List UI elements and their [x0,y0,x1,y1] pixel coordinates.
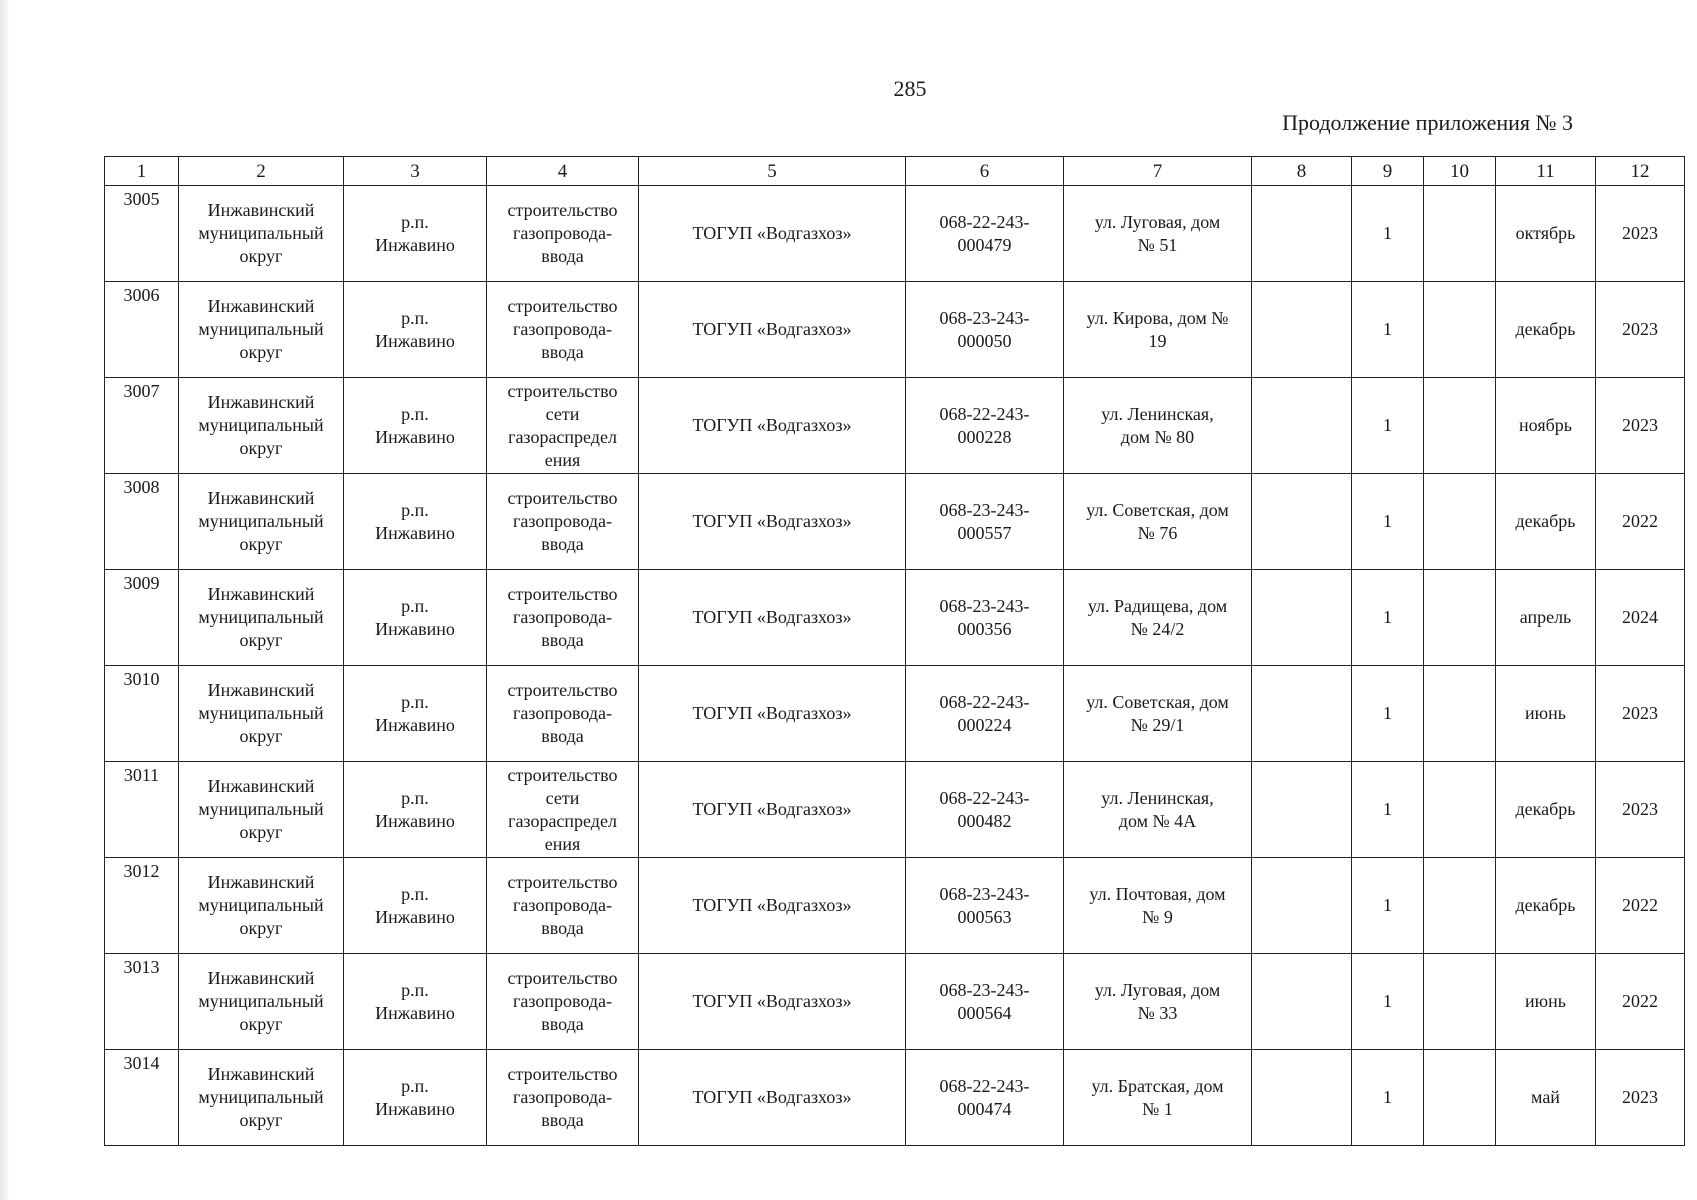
year-cell: 2023 [1596,282,1685,378]
column-header: 12 [1596,157,1685,186]
address-cell [1064,186,1252,282]
work-type-cell [487,474,639,570]
month-cell: декабрь [1496,282,1596,378]
quantity-cell: 1 [1352,858,1424,954]
cell-line: Инжавинский [207,296,315,316]
cell-line: р.п. [401,403,429,424]
work-type-cell [487,666,639,762]
column-header: 4 [487,157,639,186]
table-row [105,378,1685,474]
object-code-cell [906,762,1064,858]
month-cell: декабрь [1496,762,1596,858]
organization-cell: ТОГУП «Водгазхоз» [639,474,906,570]
cell-line: муниципальный [198,1087,324,1107]
cell-line: ввода [541,1110,584,1130]
cell-line: газопровода- [512,1087,612,1107]
address-cell [1064,474,1252,570]
cell-line: 19 [1148,330,1167,351]
column-header: 3 [344,157,487,186]
cell-line: газопровода- [512,991,612,1011]
table-row [105,570,1685,666]
work-type-cell [487,186,639,282]
cell-line: № 1 [1142,1098,1173,1119]
cell-line: 000482 [957,810,1012,831]
cell-line: р.п. [401,979,429,1000]
work-type-cell [487,762,639,858]
settlement-cell [344,570,487,666]
table-row [105,762,1685,858]
cell-line: 000557 [957,522,1012,543]
object-code-cell [906,378,1064,474]
cell-line: Инжавинский [207,200,315,220]
cell-line: 000563 [957,906,1012,927]
year-cell: 2022 [1596,858,1685,954]
cell-line: газопровода- [512,703,612,723]
cell-line: 068-23-243- [939,883,1030,904]
cell-line: строительство [507,200,618,220]
cell-line: округ [239,534,283,554]
column-10-cell [1424,570,1496,666]
quantity-cell: 1 [1352,570,1424,666]
organization-cell: ТОГУП «Водгазхоз» [639,1050,906,1146]
cell-line: округ [239,246,283,266]
cell-line: ул. Радищева, дом [1087,595,1228,616]
cell-line: муниципальный [198,607,324,627]
row-number-cell: 3012 [105,858,179,954]
cell-line: 000564 [957,1002,1012,1023]
district-cell [179,858,344,954]
row-number-cell: 3006 [105,282,179,378]
address-cell [1064,666,1252,762]
cell-line: ул. Кирова, дом № [1086,307,1229,328]
column-header: 5 [639,157,906,186]
column-8-cell [1252,282,1352,378]
cell-line: Инжавинский [207,968,315,988]
cell-line: ввода [541,534,584,554]
cell-line: округ [239,726,283,746]
appendix-caption: Продолжение приложения № 3 [1282,110,1573,135]
cell-line: № 33 [1137,1002,1178,1023]
cell-line: округ [239,342,283,362]
cell-line: № 9 [1142,906,1173,927]
settlement-cell [344,954,487,1050]
object-code-cell [906,186,1064,282]
cell-line: 068-22-243- [939,787,1030,808]
organization-cell: ТОГУП «Водгазхоз» [639,378,906,474]
table-row [105,474,1685,570]
cell-line: ения [544,833,581,854]
organization-cell: ТОГУП «Водгазхоз» [639,762,906,858]
object-code-cell [906,954,1064,1050]
settlement-cell [344,762,487,858]
district-cell [179,1050,344,1146]
column-10-cell [1424,378,1496,474]
scan-edge-shadow [0,0,10,1200]
cell-line: строительство [507,1064,618,1084]
cell-line: Инжавинский [207,680,315,700]
cell-line: округ [239,630,283,650]
cell-line: сети [545,403,580,424]
column-8-cell [1252,378,1352,474]
cell-line: 068-22-243- [939,211,1030,232]
cell-line: № 24/2 [1130,618,1185,639]
district-cell [179,570,344,666]
object-code-cell [906,282,1064,378]
column-8-cell [1252,858,1352,954]
cell-line: 000474 [957,1098,1012,1119]
cell-line: ввода [541,726,584,746]
column-10-cell [1424,858,1496,954]
district-cell [179,666,344,762]
column-10-cell [1424,474,1496,570]
column-header: 8 [1252,157,1352,186]
cell-line: 068-22-243- [939,1075,1030,1096]
month-cell: октябрь [1496,186,1596,282]
year-cell: 2023 [1596,378,1685,474]
table-row [105,858,1685,954]
settlement-cell [344,666,487,762]
cell-line: № 29/1 [1130,714,1185,735]
cell-line: ул. Братская, дом [1091,1075,1224,1096]
cell-line: 068-22-243- [939,691,1030,712]
cell-line: муниципальный [198,319,324,339]
column-header: 10 [1424,157,1496,186]
object-code-cell [906,666,1064,762]
district-cell [179,474,344,570]
column-8-cell [1252,570,1352,666]
cell-line: округ [239,918,283,938]
row-number-cell: 3007 [105,378,179,474]
cell-line: Инжавино [375,1098,455,1119]
cell-line: газораспредел [508,810,617,831]
cell-line: 000356 [957,618,1012,639]
cell-line: газопровода- [512,511,612,531]
quantity-cell: 1 [1352,282,1424,378]
column-number-row [105,157,1685,186]
month-cell: декабрь [1496,474,1596,570]
cell-line: ул. Почтовая, дом [1089,883,1226,904]
cell-line: 068-23-243- [939,595,1030,616]
table-row [105,1050,1685,1146]
column-header: 9 [1352,157,1424,186]
cell-line: Инжавинский [207,584,315,604]
cell-line: строительство [507,488,618,508]
cell-line: ул. Луговая, дом [1094,979,1221,1000]
settlement-cell [344,282,487,378]
cell-line: ул. Ленинская, [1101,787,1214,808]
column-10-cell [1424,1050,1496,1146]
cell-line: 068-23-243- [939,979,1030,1000]
cell-line: Инжавинский [207,392,315,412]
cell-line: муниципальный [198,415,324,435]
cell-line: строительство [507,680,618,700]
cell-line: строительство [507,872,618,892]
quantity-cell: 1 [1352,474,1424,570]
year-cell: 2023 [1596,762,1685,858]
cell-line: сети [545,787,580,808]
month-cell: апрель [1496,570,1596,666]
column-10-cell [1424,762,1496,858]
cell-line: Инжавино [375,522,455,543]
cell-line: ввода [541,1014,584,1034]
row-number-cell: 3011 [105,762,179,858]
row-number-cell: 3014 [105,1050,179,1146]
column-10-cell [1424,666,1496,762]
object-code-cell [906,474,1064,570]
row-number-cell: 3013 [105,954,179,1050]
settlement-cell [344,474,487,570]
cell-line: округ [239,822,283,842]
cell-line: Инжавино [375,906,455,927]
cell-line: 000228 [957,426,1012,447]
address-cell [1064,570,1252,666]
settlement-cell [344,378,487,474]
cell-line: 000479 [957,234,1012,255]
row-number-cell: 3010 [105,666,179,762]
cell-line: Инжавино [375,426,455,447]
cell-line: строительство [507,968,618,988]
work-type-cell [487,282,639,378]
work-type-cell [487,954,639,1050]
object-code-cell [906,570,1064,666]
quantity-cell: 1 [1352,666,1424,762]
cell-line: 000050 [957,330,1012,351]
district-cell [179,954,344,1050]
organization-cell: ТОГУП «Водгазхоз» [639,282,906,378]
settlement-cell [344,186,487,282]
quantity-cell: 1 [1352,762,1424,858]
year-cell: 2022 [1596,474,1685,570]
cell-line: Инжавино [375,330,455,351]
cell-line: муниципальный [198,511,324,531]
quantity-cell: 1 [1352,954,1424,1050]
cell-line: газораспредел [508,426,617,447]
cell-line: ул. Советская, дом [1086,691,1229,712]
cell-line: р.п. [401,883,429,904]
cell-line: строительство [507,380,618,401]
address-cell [1064,282,1252,378]
column-header: 6 [906,157,1064,186]
column-8-cell [1252,186,1352,282]
row-number-cell: 3005 [105,186,179,282]
cell-line: 068-23-243- [939,499,1030,520]
address-cell [1064,858,1252,954]
table-row [105,954,1685,1050]
quantity-cell: 1 [1352,378,1424,474]
cell-line: Инжавино [375,618,455,639]
cell-line: р.п. [401,787,429,808]
year-cell: 2022 [1596,954,1685,1050]
column-header: 7 [1064,157,1252,186]
cell-line: р.п. [401,211,429,232]
work-type-cell [487,1050,639,1146]
column-8-cell [1252,474,1352,570]
cell-line: ввода [541,630,584,650]
cell-line: ения [544,449,581,470]
cell-line: ввода [541,342,584,362]
cell-line: Инжавинский [207,872,315,892]
month-cell: май [1496,1050,1596,1146]
cell-line: 068-22-243- [939,403,1030,424]
address-cell [1064,1050,1252,1146]
settlement-cell [344,858,487,954]
column-8-cell [1252,666,1352,762]
address-cell [1064,378,1252,474]
cell-line: р.п. [401,1075,429,1096]
column-8-cell [1252,762,1352,858]
cell-line: 068-23-243- [939,307,1030,328]
page-number: 285 [893,76,927,101]
table-row [105,666,1685,762]
year-cell: 2024 [1596,570,1685,666]
cell-line: округ [239,1014,283,1034]
cell-line: № 51 [1137,234,1178,255]
cell-line: газопровода- [512,607,612,627]
cell-line: округ [239,438,283,458]
cell-line: Инжавино [375,234,455,255]
column-10-cell [1424,954,1496,1050]
cell-line: № 76 [1137,522,1178,543]
address-cell [1064,954,1252,1050]
district-cell [179,282,344,378]
address-cell [1064,762,1252,858]
organization-cell: ТОГУП «Водгазхоз» [639,954,906,1050]
cell-line: дом № 80 [1120,426,1195,447]
cell-line: ввода [541,246,584,266]
cell-line: муниципальный [198,895,324,915]
month-cell: ноябрь [1496,378,1596,474]
organization-cell: ТОГУП «Водгазхоз» [639,570,906,666]
table-body [105,157,1685,1146]
cell-line: округ [239,1110,283,1130]
cell-line: ул. Луговая, дом [1094,211,1221,232]
quantity-cell: 1 [1352,1050,1424,1146]
organization-cell: ТОГУП «Водгазхоз» [639,186,906,282]
cell-line: муниципальный [198,991,324,1011]
cell-line: газопровода- [512,895,612,915]
column-8-cell [1252,1050,1352,1146]
organization-cell: ТОГУП «Водгазхоз» [639,666,906,762]
column-10-cell [1424,282,1496,378]
cell-line: р.п. [401,499,429,520]
work-type-cell [487,570,639,666]
cell-line: Инжавино [375,714,455,735]
cell-line: строительство [507,296,618,316]
cell-line: муниципальный [198,703,324,723]
column-header: 11 [1496,157,1596,186]
cell-line: строительство [507,584,618,604]
organization-cell: ТОГУП «Водгазхоз» [639,858,906,954]
month-cell: июнь [1496,666,1596,762]
cell-line: р.п. [401,595,429,616]
appendix-table [104,156,1685,1146]
cell-line: ул. Ленинская, [1101,403,1214,424]
work-type-cell [487,858,639,954]
district-cell [179,378,344,474]
cell-line: Инжавино [375,810,455,831]
cell-line: дом № 4А [1118,810,1197,831]
row-number-cell: 3008 [105,474,179,570]
work-type-cell [487,378,639,474]
object-code-cell [906,1050,1064,1146]
object-code-cell [906,858,1064,954]
district-cell [179,186,344,282]
month-cell: июнь [1496,954,1596,1050]
year-cell: 2023 [1596,186,1685,282]
table-row [105,282,1685,378]
table-row [105,186,1685,282]
cell-line: муниципальный [198,799,324,819]
column-8-cell [1252,954,1352,1050]
cell-line: газопровода- [512,223,612,243]
year-cell: 2023 [1596,666,1685,762]
quantity-cell: 1 [1352,186,1424,282]
column-header: 2 [179,157,344,186]
month-cell: декабрь [1496,858,1596,954]
cell-line: 000224 [957,714,1012,735]
cell-line: Инжавинский [207,776,315,796]
cell-line: ул. Советская, дом [1086,499,1229,520]
cell-line: ввода [541,918,584,938]
year-cell: 2023 [1596,1050,1685,1146]
cell-line: Инжавино [375,1002,455,1023]
cell-line: р.п. [401,691,429,712]
cell-line: Инжавинский [207,1064,315,1084]
cell-line: муниципальный [198,223,324,243]
district-cell [179,762,344,858]
cell-line: строительство [507,764,618,785]
cell-line: р.п. [401,307,429,328]
row-number-cell: 3009 [105,570,179,666]
column-10-cell [1424,186,1496,282]
column-header: 1 [105,157,179,186]
cell-line: газопровода- [512,319,612,339]
cell-line: Инжавинский [207,488,315,508]
settlement-cell [344,1050,487,1146]
